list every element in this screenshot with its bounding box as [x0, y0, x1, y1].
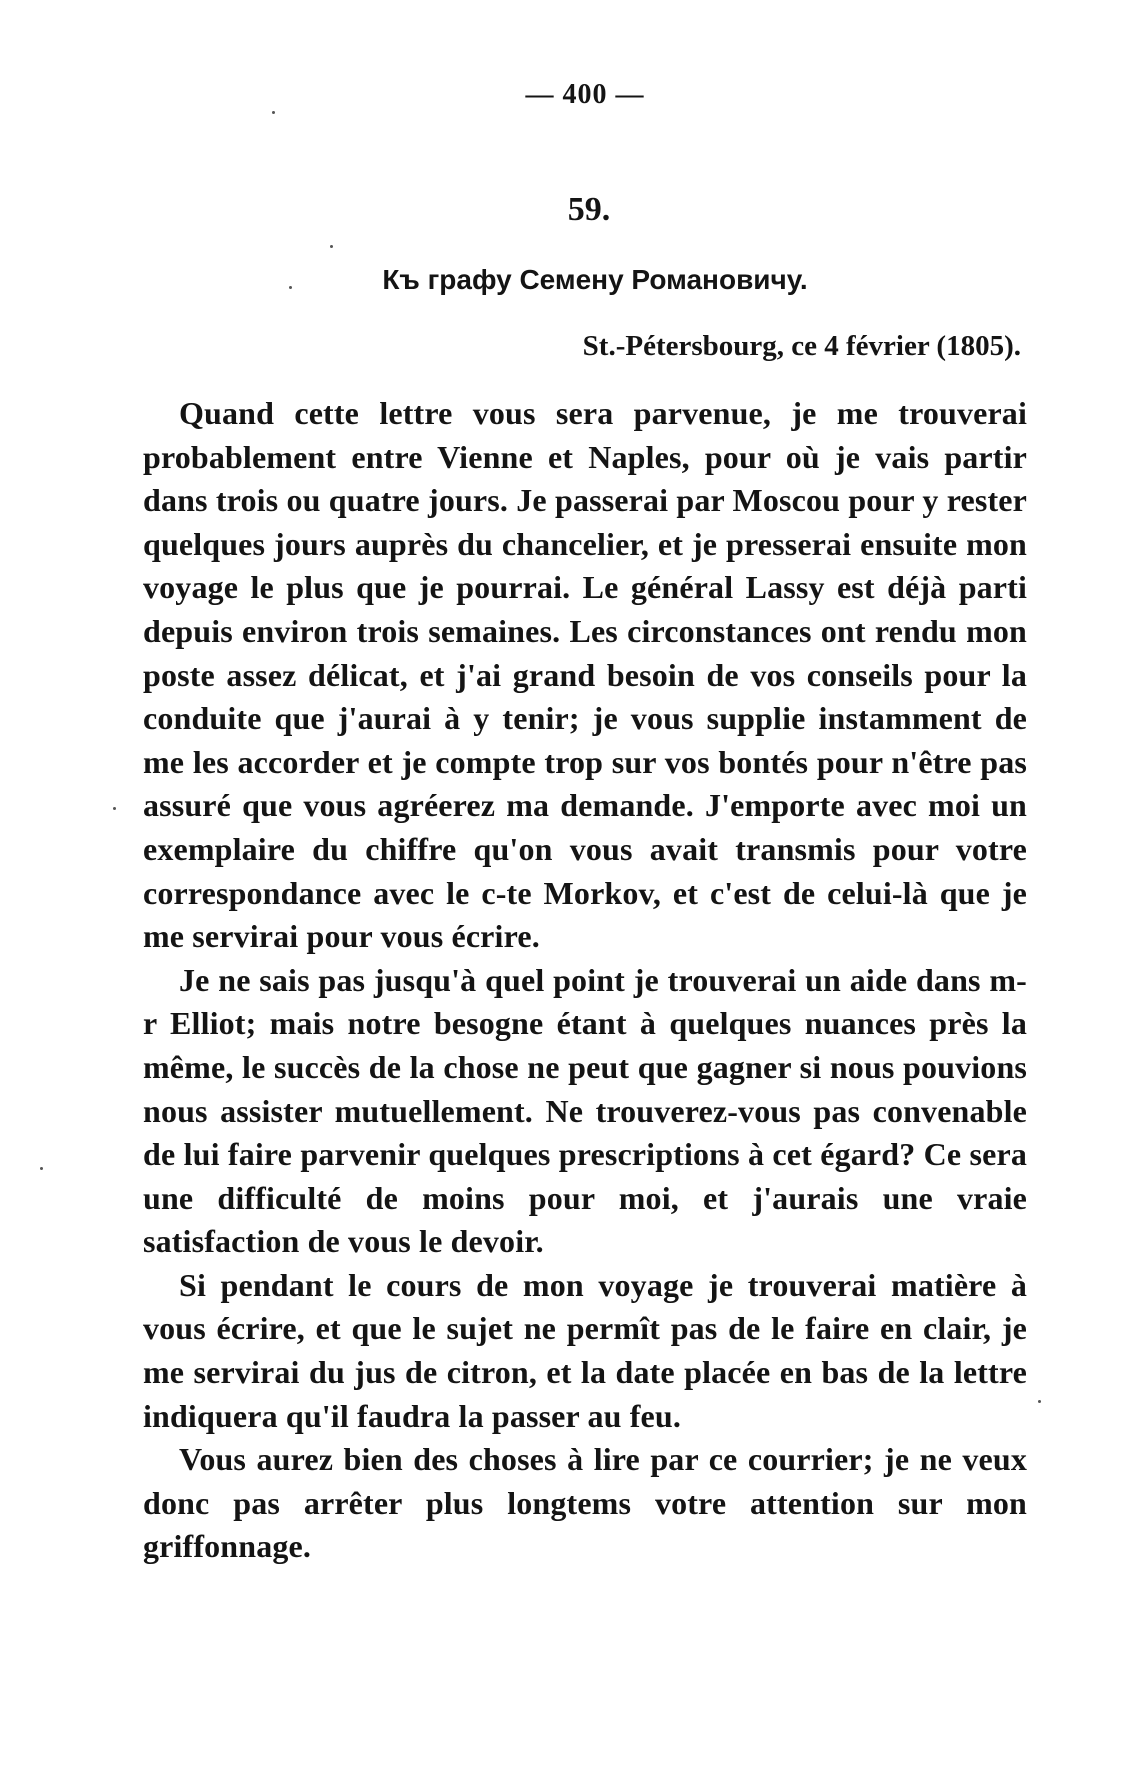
print-speck [1038, 1400, 1041, 1403]
page-number: — 400 — [525, 79, 645, 110]
addressee-heading: Къ графу Семену Романовичу. [382, 264, 808, 295]
letter-paragraph: Je ne sais pas jusqu'à quel point je trouverai un aide dans m-r Elliot; mais notre besogne étant à quelques nuances près la même, le succès de la chose ne peut que gagner si nous pouvions nous assister mutuellement. Ne trouverez-vous pas convenable de lui faire parvenir quelques prescriptions à cet égard? Ce sera une difficulté de moins pour moi, et j'aurais une vraie satisfaction de vous le devoir. [143, 961, 1027, 1260]
letter-number: 59. [567, 191, 611, 228]
letter-paragraph: Si pendant le cours de mon voyage je trouverai matière à vous écrire, et que le sujet ne permît pas de le faire en clair, je me servirai du jus de citron, et la date placée en bas de la lettre indiquera qu'il faudra la passer au feu. [143, 1266, 1027, 1434]
print-speck [113, 807, 116, 810]
print-speck [40, 1167, 43, 1170]
place-date-line: St.-Pétersbourg, ce 4 février (1805). [582, 330, 1021, 362]
print-speck [289, 286, 292, 289]
print-speck [330, 245, 333, 248]
letter-paragraph: Quand cette lettre vous sera parvenue, je me trouverai probablement entre Vienne et Naples, pour où je vais partir dans trois ou quatre jours. Je passerai par Moscou pour y rester quelques jours auprès du chancelier, et je presserai ensuite mon voyage le plus que je pourrai. Le général Lassy est déjà parti depuis environ trois semaines. Les circonstances ont rendu mon poste assez délicat, et j'ai grand besoin de vos conseils pour la conduite que j'aurai à y tenir; je vous supplie instamment de me les accorder et je compte trop sur vos bontés pour n'être pas assuré que vous agréerez ma demande. J'emporte avec moi un exemplaire du chiffre qu'on vous avait transmis pour votre correspondance avec le c-te Morkov, et c'est de celui-là que je me servirai pour vous écrire. [143, 395, 1027, 955]
book-page [143, 78, 1027, 1718]
print-speck [272, 111, 275, 114]
letter-paragraph: Vous aurez bien des choses à lire par ce courrier; je ne veux donc pas arrêter plus longtems votre attention sur mon griffonnage. [143, 1441, 1027, 1565]
